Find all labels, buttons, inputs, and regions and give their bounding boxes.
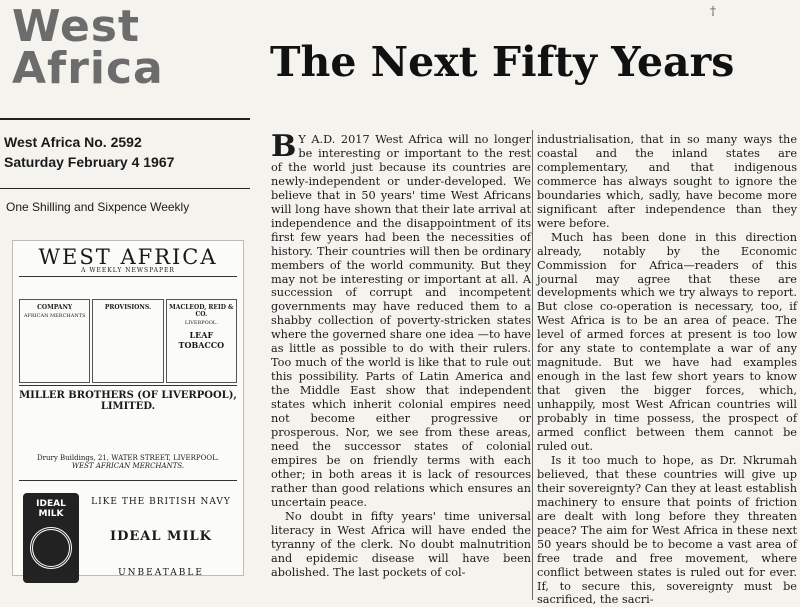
old-page-ad-tobacco — [166, 299, 237, 383]
ad-line: LEAF TOBACCO — [178, 330, 225, 350]
old-page-miller-brothers: MILLER BROTHERS (OF LIVERPOOL), LIMITED. — [19, 390, 237, 412]
old-page-milk-ad — [19, 480, 237, 599]
price-line: One Shilling and Sixpence Weekly — [6, 200, 190, 214]
milk-ad-line2: IDEAL MILK — [110, 529, 212, 544]
milk-ad-text — [85, 481, 237, 599]
article-paragraph: Much has been done in this direction already, notably by the Economic Commission for Africa—readers of this journal may agree that these are developments which we try always to report. But close co-operation is necessary, too, if West Africa is to be an area of peace. The level of armed forces at present is too low for any state to contemplate a war of any magnitude. But we have had examples enough in the last few short years to know that given the bigger forces, which, unhappily, most West African countries will probably in time possess, the prospect of armed conflict between them cannot be ruled out. — [537, 230, 797, 453]
article-paragraph: industrialisation, that in so many ways the coastal and the inland states are complementary, and that indigenous commerce has always sought to ignore the boundaries which, sadly, have become more significant after independence than they were before. — [537, 133, 797, 230]
old-page-rule — [19, 385, 237, 386]
ad-line: MACLEOD, REID & CO. — [169, 304, 234, 318]
old-page-rule — [19, 276, 237, 277]
masthead-line2: Africa — [12, 43, 164, 94]
ad-line: AFRICAN MERCHANTS — [23, 313, 86, 319]
issue-date: Saturday February 4 1967 — [4, 154, 175, 170]
corner-mark: † — [710, 4, 716, 18]
milk-ad-line1: LIKE THE BRITISH NAVY — [91, 497, 231, 507]
issue-info — [4, 132, 249, 172]
old-page-fine-print — [13, 279, 243, 299]
milk-ad-line3: UNBEATABLE — [118, 568, 204, 578]
old-page-merchants: WEST AFRICAN MERCHANTS. — [71, 462, 185, 470]
masthead — [12, 1, 252, 94]
old-page-town-list — [13, 412, 243, 452]
article-paragraph — [271, 129, 531, 510]
issue-divider — [0, 188, 250, 189]
ad-line: LIVERPOOL. — [184, 320, 218, 326]
old-page-ad-provisions — [92, 299, 163, 383]
old-page-subtitle: A WEEKLY NEWSPAPER — [81, 267, 175, 274]
ad-line: COMPANY — [37, 304, 73, 311]
paragraph-text: Y A.D. 2017 West Africa will no longer be interesting or important to the rest of the world just because its countries are newly-independent or under-developed. We believe that in 50 years' time West Africans will long have shown that their late arrival at independence and the disappointment of its first few years had been the necessities of history. Their countries will then be ordinary members of the world community. But they may not be interesting or important at all. A succession of corrupt and incompetent governments may have reduced them to a shabby collection of poverty-stricken states where the governed share one idea —to have as little as possible to do with their rulers. Too much of the world is like that to rule out this possibility. Parts of Latin America and the Middle East show that independent states which inherit colonial empires need not become either progressive or prosperous. Nor, we see from these areas, need the successor states of colonial empires be on friendly terms with each other; in both areas it is lack of resources rather than good relations which ensures an uncertain peace. — [271, 133, 531, 509]
article-paragraph: No doubt in fifty years' time universal literacy in West Africa will have ended the tyranny of the clerk. No doubt malnutrition and epidemic disease will have been abolished. The last pockets of col- — [271, 509, 531, 579]
milk-can-label: IDEAL MILK — [36, 499, 66, 519]
masthead-divider — [0, 118, 250, 120]
article-column-1 — [271, 129, 531, 598]
old-front-page-image — [12, 240, 244, 576]
headline: The Next Fifty Years — [270, 38, 735, 86]
masthead-line1: West — [12, 1, 141, 52]
old-page-title: WEST AFRICA — [38, 245, 218, 269]
article-paragraph: Is it too much to hope, as Dr. Nkrumah believed, that these countries will give up their sovereignty? Can they at least establish machinery to ensure that points of friction are dealt with long before they threaten peace? The aim for West Africa in these next 50 years should be to become a vast area of free trade and free movement, where conflict between states is ruled out for ever. If, to secure this, sovereignty must be sacrificed, the sacri- — [537, 453, 797, 607]
old-page-address: Drury Buildings, 21, WATER STREET, LIVERPOOL. — [37, 454, 219, 462]
milk-can-image — [23, 493, 79, 583]
column-divider — [532, 130, 533, 600]
milk-can-emblem-icon — [30, 527, 72, 569]
old-page-ads — [13, 299, 243, 383]
issue-number: West Africa No. 2592 — [4, 134, 142, 150]
old-page-ad-company — [19, 299, 90, 383]
ad-line: PROVISIONS. — [104, 304, 152, 311]
article-column-2 — [537, 133, 797, 607]
drop-cap: B — [271, 129, 297, 164]
